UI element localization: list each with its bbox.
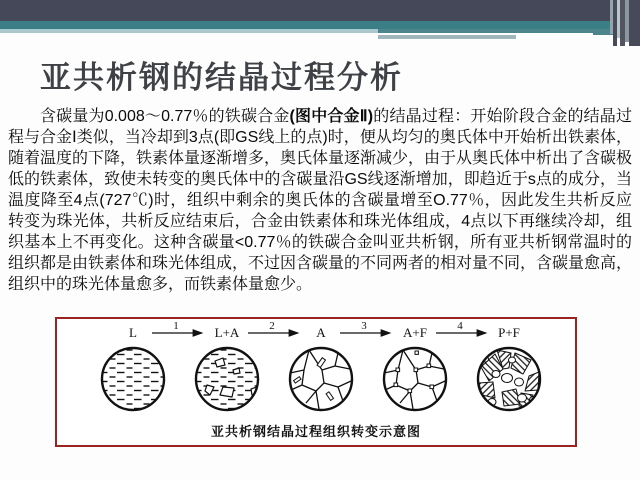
micrograph-pearlite-ferrite xyxy=(478,348,540,410)
step-number-3: 3 xyxy=(361,320,367,332)
slide-title: 亚共析钢的结晶过程分析 xyxy=(40,60,403,95)
micrograph-austenite xyxy=(290,348,352,410)
diagram-caption: 亚共析钢结晶过程组织转变示意图 xyxy=(210,424,421,439)
micrograph-austenite-ferrite xyxy=(384,348,446,410)
micrograph-liquid-austenite xyxy=(196,348,258,410)
stage-label-liquid: L xyxy=(129,325,137,340)
stage-label-liquid-austenite: L+A xyxy=(214,325,240,340)
body-paragraph xyxy=(8,106,632,295)
header-teal-bar xyxy=(0,21,640,29)
body-text-part2: 的结晶过程：开始阶段合金的结晶过程与合金Ⅰ类似，当冷却到3点(即GS线上的点)时，便从均匀的奥氏体中开始析出铁素体，随着温度的下降，铁素体量逐渐增多，奥氏体量逐渐减少，由于从奥氏体中析出了含碳极低的铁素体，致使未转变的奥氏体中的含碳量沿GS线逐渐增加，即趋近于s点的成分，当温度降至4点(727℃)时，组织中剩余的奥氏体的含碳量增至O.77％，因此发生共析反应转变为珠光体，共析反应结束后，合金由铁素体和珠光体组成，4点以下再继续冷却，组织基本上不再变化。这种含碳量<0.77％的铁碳合金叫亚共析钢，所有亚共析钢常温时的组织都是由铁素体和珠光体组成，不过因含碳量的不同两者的相对量不同，含碳量愈高，组织中的珠光体量愈多，而铁素体量愈少。 xyxy=(8,108,633,293)
diagram-figure xyxy=(55,317,577,447)
stage-label-austenite: A xyxy=(316,325,326,340)
stage-label-pearlite-ferrite: P+F xyxy=(498,325,520,340)
stage-label-austenite-ferrite: A+F xyxy=(403,325,427,340)
header-navy-bar xyxy=(0,0,640,21)
step-number-4: 4 xyxy=(457,320,463,332)
body-text-part1: 含碳量为0.008～0.77％的铁碳合金 xyxy=(40,108,290,125)
stripe xyxy=(629,0,640,46)
micrograph-liquid xyxy=(102,348,164,410)
corner-stripe-decoration xyxy=(610,0,640,48)
step-number-1: 1 xyxy=(173,320,179,332)
body-text-bold: (图中合金Ⅱ) xyxy=(289,108,374,125)
header-right-gray-band xyxy=(378,35,516,39)
step-number-2: 2 xyxy=(269,320,275,332)
